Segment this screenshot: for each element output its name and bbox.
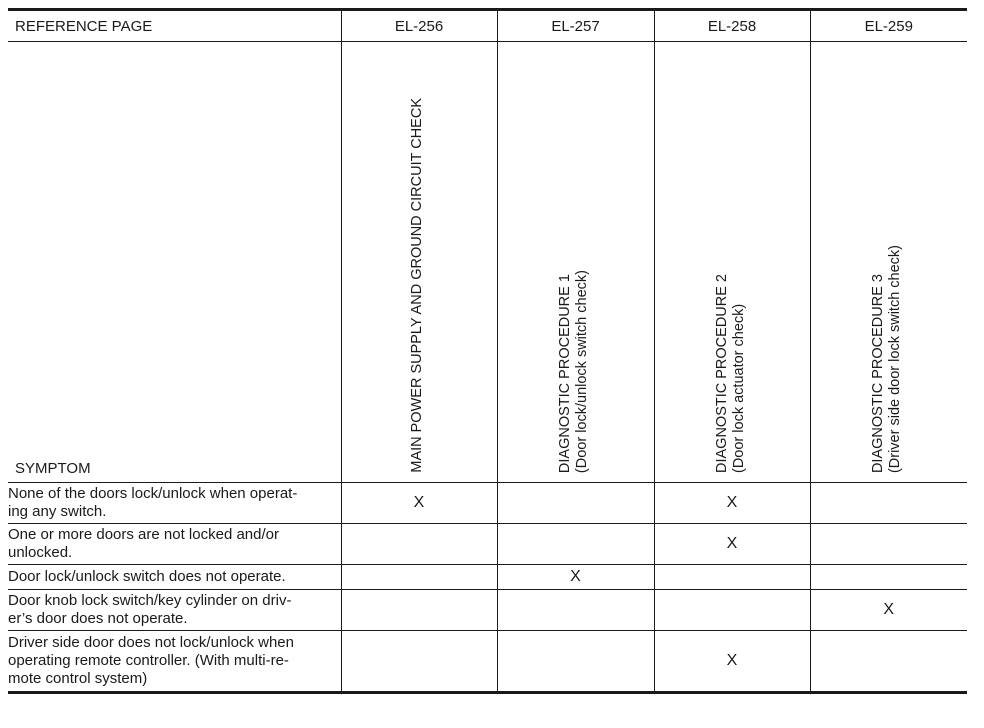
symptom-text: One or more doors are not locked and/or unlocked. — [8, 524, 341, 565]
check-mark — [810, 631, 967, 693]
symptom-label: SYMPTOM — [8, 42, 341, 483]
check-mark — [810, 483, 967, 524]
procedure-title — [714, 274, 748, 473]
check-mark: X — [497, 565, 654, 590]
procedure-line-1: DIAGNOSTIC PROCEDURE 1 — [556, 274, 573, 473]
page-el-258: EL-258 — [654, 10, 810, 42]
procedure-header-cell — [341, 42, 497, 483]
check-mark: X — [341, 483, 497, 524]
check-mark: X — [810, 590, 967, 631]
check-mark — [497, 590, 654, 631]
reference-page-label: REFERENCE PAGE — [8, 10, 341, 42]
symptom-text: Driver side door does not lock/unlock when operating remote controller. (With multi-re- mote control system) — [8, 631, 341, 693]
check-mark — [810, 524, 967, 565]
symptom-text: Door knob lock switch/key cylinder on driv- er’s door does not operate. — [8, 590, 341, 631]
table-row — [8, 524, 967, 565]
procedure-title — [557, 270, 591, 473]
page-el-257: EL-257 — [497, 10, 654, 42]
procedure-title — [409, 98, 426, 473]
procedure-line-1: DIAGNOSTIC PROCEDURE 2 — [713, 274, 730, 473]
table-row — [8, 565, 967, 590]
procedure-title — [870, 245, 904, 473]
symptom-text: None of the doors lock/unlock when operat- ing any switch. — [8, 483, 341, 524]
table-row — [8, 631, 967, 693]
check-mark — [654, 565, 810, 590]
check-mark: X — [654, 631, 810, 693]
check-mark: X — [654, 524, 810, 565]
procedure-line-2: (Door lock actuator check) — [730, 303, 747, 473]
table-row — [8, 590, 967, 631]
reference-page-row — [8, 10, 967, 42]
symptom-text: Door lock/unlock switch does not operate. — [8, 565, 341, 590]
check-mark — [497, 631, 654, 693]
procedure-line-2: (Door lock/unlock switch check) — [573, 269, 590, 473]
procedure-line-2: (Driver side door lock switch check) — [886, 244, 903, 473]
check-mark — [810, 565, 967, 590]
table-row — [8, 483, 967, 524]
check-mark — [341, 524, 497, 565]
page-el-256: EL-256 — [341, 10, 497, 42]
check-mark: X — [654, 483, 810, 524]
procedure-header-cell — [810, 42, 967, 483]
procedure-header-cell — [497, 42, 654, 483]
check-mark — [341, 565, 497, 590]
procedure-line-1: DIAGNOSTIC PROCEDURE 3 — [869, 274, 886, 473]
check-mark — [497, 524, 654, 565]
check-mark — [654, 590, 810, 631]
procedure-header-cell — [654, 42, 810, 483]
procedure-header-row — [8, 42, 967, 483]
page-el-259: EL-259 — [810, 10, 967, 42]
check-mark — [341, 631, 497, 693]
symptom-reference-table — [8, 8, 967, 694]
check-mark — [497, 483, 654, 524]
check-mark — [341, 590, 497, 631]
procedure-line-1: MAIN POWER SUPPLY AND GROUND CIRCUIT CHECK — [408, 98, 425, 473]
